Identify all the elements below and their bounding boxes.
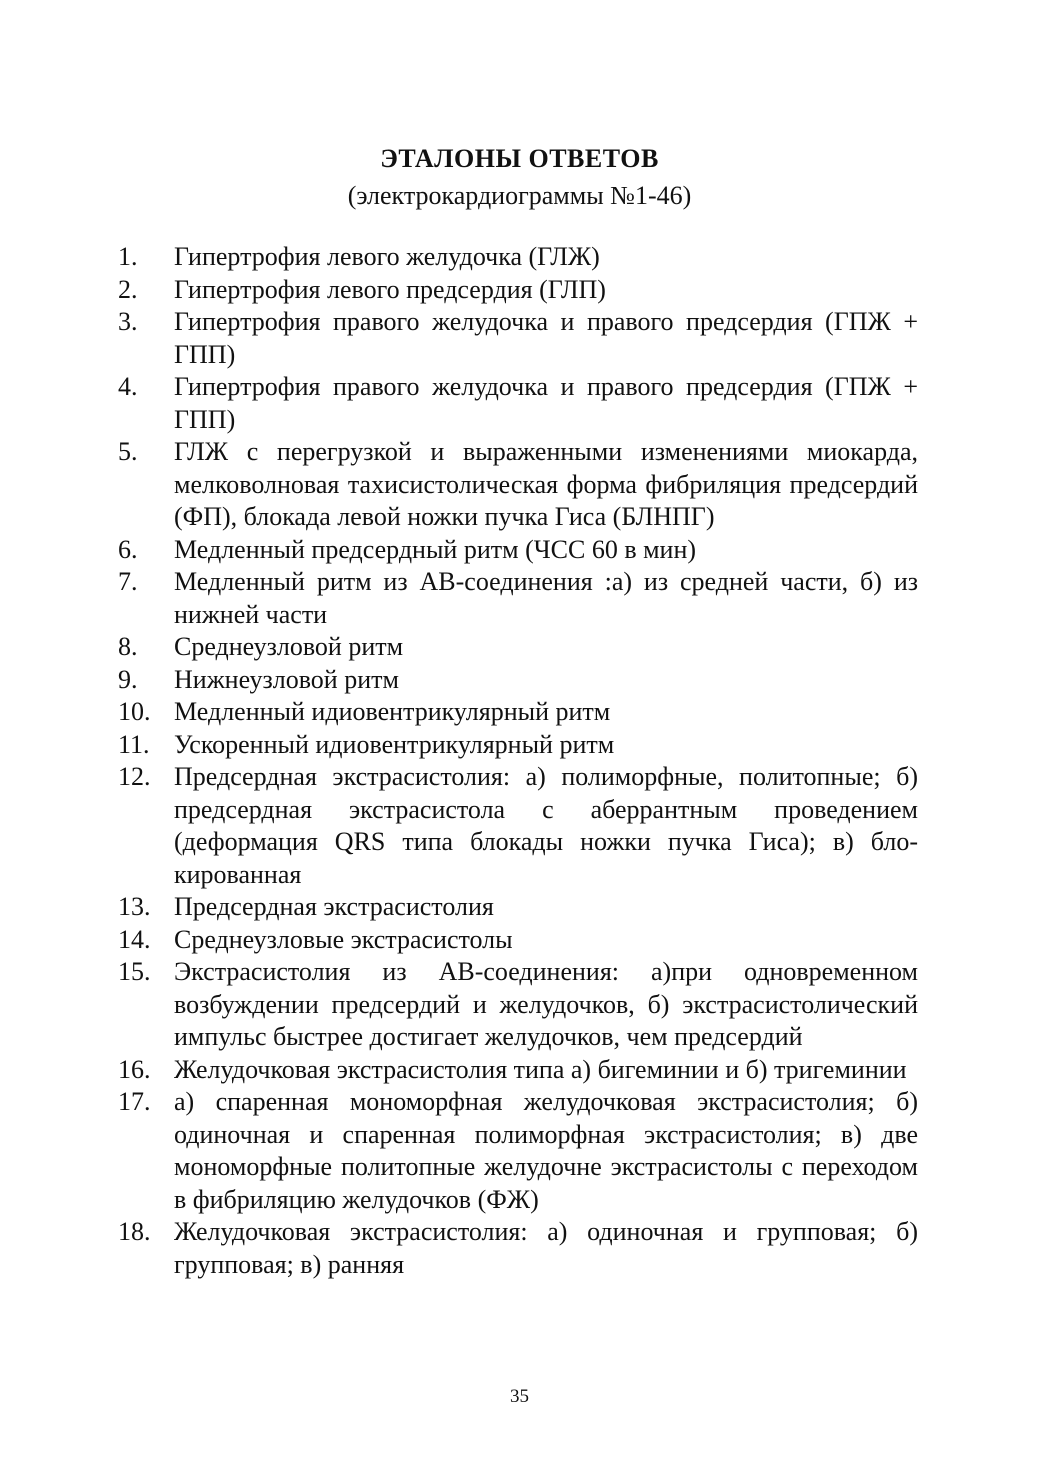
answer-list bbox=[118, 241, 918, 1281]
item-text: Гипертрофия правого желудочка и правого предсердия (ГПЖ + ГПП) bbox=[174, 372, 918, 434]
answer-item-7 bbox=[118, 566, 918, 631]
answer-item-13 bbox=[118, 891, 918, 924]
answer-item-12 bbox=[118, 761, 918, 891]
answer-item-1 bbox=[118, 241, 918, 274]
item-text: Экстрасистолия из АВ-соединения: а)при одновременном возбуждении предсердий и желудочков, б) экстрасистолический импульс быстрее достигает желудочков, чем предсердий bbox=[174, 957, 918, 1051]
item-text: Предсердная экстрасистолия bbox=[174, 892, 494, 921]
item-number: 12. bbox=[118, 762, 151, 791]
answer-item-16 bbox=[118, 1054, 918, 1087]
answer-item-5 bbox=[118, 436, 918, 534]
answer-item-17 bbox=[118, 1086, 918, 1216]
item-number: 11. bbox=[118, 729, 150, 759]
item-text: Гипертрофия правого желудочка и правого предсердия (ГПЖ + ГПП) bbox=[174, 307, 918, 369]
item-text: Предсердная экстрасистолия: а) полиморфные, политопные; б) предсердная экстрасистола с аберрантным проведением (деформация QRS типа блокады ножки пучка Гиса); в) блокированная bbox=[174, 762, 918, 889]
item-text: Ускоренный идиовентрикулярный ритм bbox=[174, 729, 615, 759]
item-number: 9. bbox=[118, 664, 138, 694]
answer-item-6 bbox=[118, 534, 918, 567]
item-number: 16. bbox=[118, 1054, 151, 1084]
answer-item-3 bbox=[118, 306, 918, 371]
answer-item-9 bbox=[118, 664, 918, 697]
item-text: Гипертрофия левого желудочка (ГЛЖ) bbox=[174, 242, 600, 271]
page-number: 35 bbox=[510, 1386, 529, 1407]
item-text: Нижнеузловой ритм bbox=[174, 664, 399, 694]
answer-item-2 bbox=[118, 274, 918, 307]
answer-item-14 bbox=[118, 924, 918, 957]
answer-item-15 bbox=[118, 956, 918, 1054]
item-text: Медленный предсердный ритм (ЧСС 60 в мин) bbox=[174, 534, 697, 564]
answer-item-18 bbox=[118, 1216, 918, 1281]
item-text: Среднеузловые экстрасистолы bbox=[174, 924, 513, 954]
item-number: 7. bbox=[118, 567, 138, 596]
item-number: 4. bbox=[118, 372, 138, 401]
item-text: Среднеузловой ритм bbox=[174, 632, 404, 661]
item-number: 2. bbox=[118, 274, 138, 304]
item-number: 1. bbox=[118, 242, 138, 271]
item-number: 18. bbox=[118, 1217, 151, 1246]
page-title: ЭТАЛОНЫ ОТВЕТОВ bbox=[380, 144, 659, 174]
answer-item-11 bbox=[118, 729, 918, 762]
item-text: Медленный идиовентрикулярный ритм bbox=[174, 697, 611, 726]
item-number: 17. bbox=[118, 1087, 151, 1116]
item-text: Медленный ритм из АВ-соединения :а) из средней части, б) из нижней части bbox=[174, 567, 918, 629]
answer-item-8 bbox=[118, 631, 918, 664]
item-number: 14. bbox=[118, 924, 151, 954]
item-text: Желудочковая экстрасистолия: а) одиночная и групповая; б) групповая; в) ранняя bbox=[174, 1217, 918, 1279]
item-number: 8. bbox=[118, 632, 138, 661]
item-number: 10. bbox=[118, 697, 151, 726]
item-number: 6. bbox=[118, 534, 138, 564]
item-number: 5. bbox=[118, 437, 138, 466]
item-text: ГЛЖ с перегрузкой и выраженными изменениями миокарда, мелковолновая тахисистолическая форма фибриляция предсердий (ФП), блокада левой ножки пучка Гиса (БЛНПГ) bbox=[174, 437, 918, 531]
answer-item-10 bbox=[118, 696, 918, 729]
item-number: 3. bbox=[118, 307, 138, 336]
item-number: 13. bbox=[118, 892, 151, 921]
item-text: Гипертрофия левого предсердия (ГЛП) bbox=[174, 274, 606, 304]
item-number: 15. bbox=[118, 957, 151, 986]
item-text: а) спаренная мономорфная желудочковая экстрасистолия; б) одиночная и спаренная полиморфная экстрасистолия; в) две мономорфные политопные желудочне экстрасистолы с переходом в фибриляцию желудочков (ФЖ) bbox=[174, 1087, 918, 1214]
answer-item-4 bbox=[118, 371, 918, 436]
page-subtitle: (электрокардиограммы №1-46) bbox=[347, 181, 692, 210]
item-text: Желудочковая экстрасистолия типа а) бигеминии и б) тригеминии bbox=[174, 1054, 907, 1084]
